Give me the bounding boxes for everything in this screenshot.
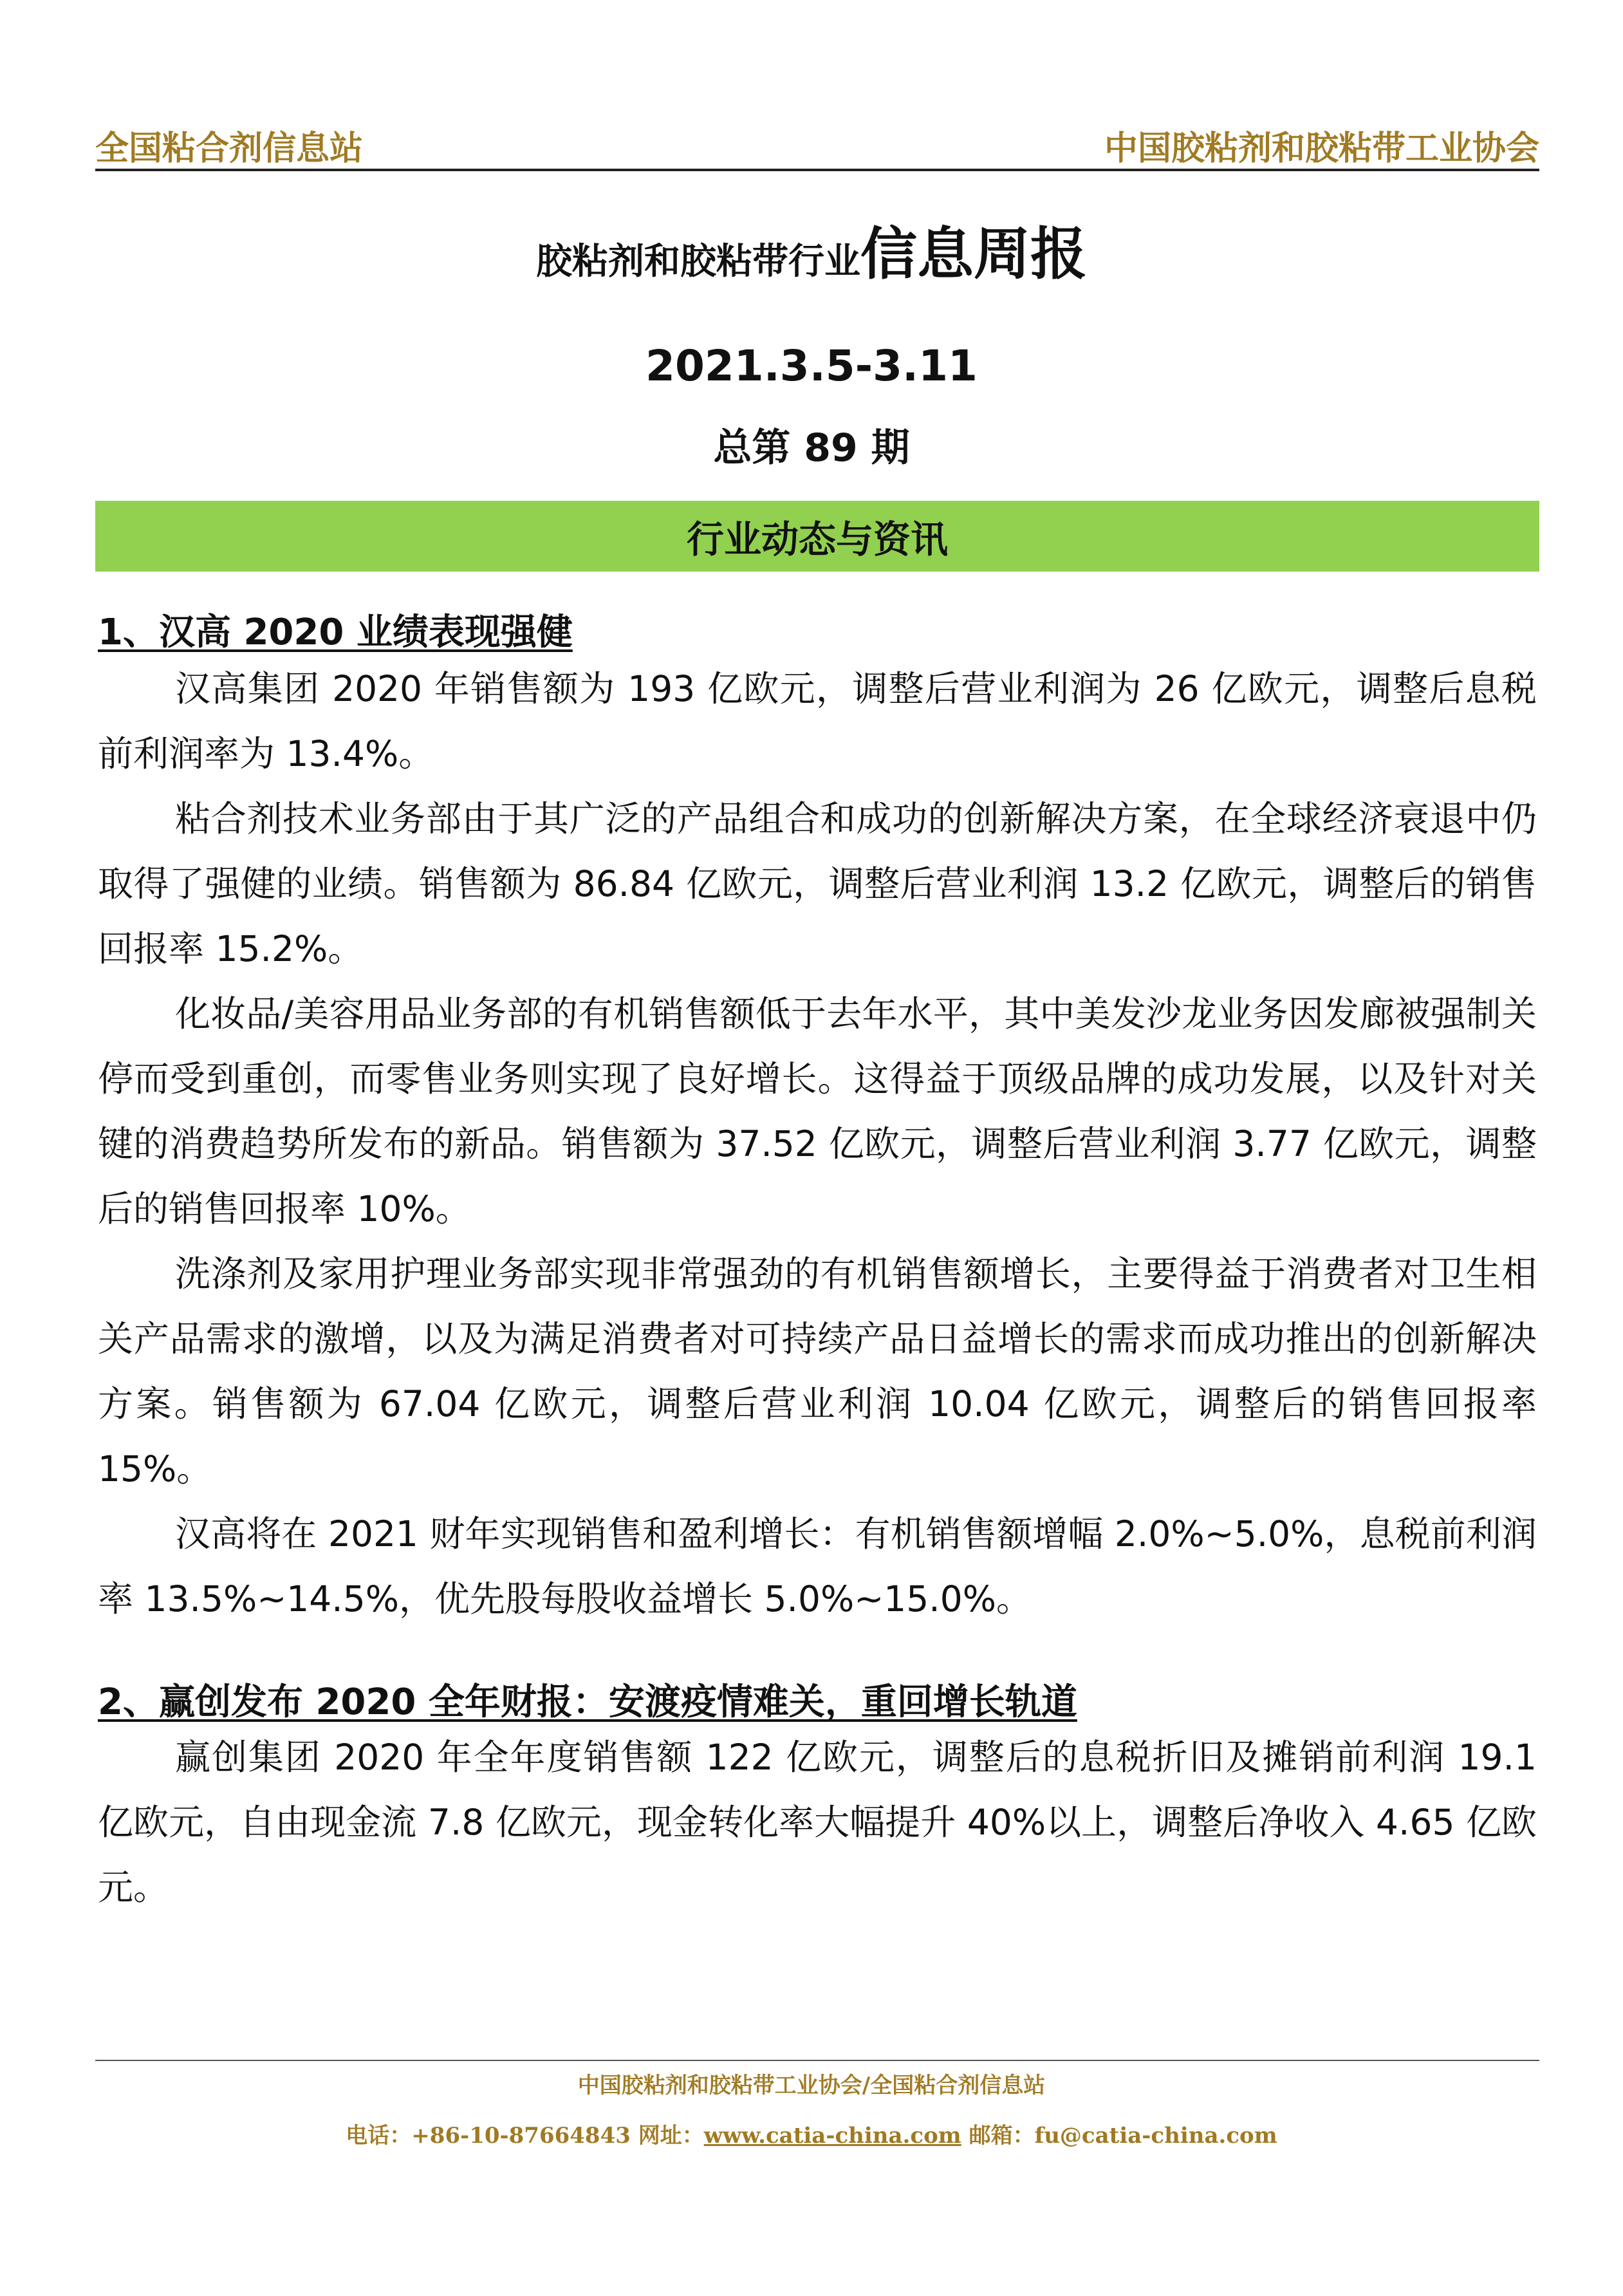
page-header [95, 116, 1539, 171]
section-1-paragraph-3: 化妆品/美容用品业务部的有机销售额低于去年水平，其中美发沙龙业务因发廊被强制关停而受到重创，而零售业务则实现了良好增长。这得益于顶级品牌的成功发展，以及针对关键的消费趋势所发布的新品。销售额为 37.52 亿欧元，调整后营业利润 3.77 亿欧元，调整后的销售回报率 10%。 [98, 993, 1537, 1229]
footer-phone: 电话：+86-10-87664843 网址： [346, 2123, 704, 2149]
section-1-title [98, 604, 573, 655]
section-2-paragraph-1: 赢创集团 2020 年全年度销售额 122 亿欧元，调整后的息税折旧及摊销前利润 19.1 亿欧元，自由现金流 7.8 亿欧元，现金转化率大幅提升 40%以上，调整后净收入 4.65 亿欧元。 [98, 1737, 1537, 1908]
header-left-site-name: 全国粘合剂信息站 [95, 129, 364, 168]
section-2-title [98, 1674, 1077, 1725]
section-2-title-text: 2、赢创发布 2020 全年财报：安渡疫情难关，重回增长轨道 [98, 1681, 1077, 1723]
footer-divider [95, 2060, 1539, 2061]
section-1-paragraph-2: 粘合剂技术业务部由于其广泛的产品组合和成功的创新解决方案，在全球经济衰退中仍取得了强健的业绩。销售额为 86.84 亿欧元，调整后营业利润 13.2 亿欧元，调整后的销售回报率 15.2%。 [98, 798, 1537, 969]
footer-organization: 中国胶粘剂和胶粘带工业协会/全国粘合剂信息站 [577, 2073, 1046, 2098]
report-title [0, 209, 1623, 290]
footer-website-link[interactable]: www.catia-china.com [703, 2123, 961, 2149]
section-1-paragraph-4: 洗涤剂及家用护理业务部实现非常强劲的有机销售额增长，主要得益于消费者对卫生相关产品需求的激增，以及为满足消费者对可持续产品日益增长的需求而成功推出的创新解决方案。销售额为 67.04 亿欧元，调整后营业利润 10.04 亿欧元，调整后的销售回报率 15%。 [98, 1253, 1537, 1489]
report-date: 2021.3.5-3.11 [645, 341, 978, 391]
header-right-association-name: 中国胶粘剂和胶粘带工业协会 [1104, 129, 1539, 168]
footer-email: 邮箱：fu@catia-china.com [961, 2123, 1277, 2149]
section-1-paragraph-1: 汉高集团 2020 年销售额为 193 亿欧元，调整后营业利润为 26 亿欧元，调整后息税前利润率为 13.4%。 [98, 668, 1537, 774]
section-banner: 行业动态与资讯 [95, 501, 1539, 572]
section-1-paragraph-5: 汉高将在 2021 财年实现销售和盈利增长：有机销售额增幅 2.0%~5.0%，息税前利润率 13.5%~14.5%，优先股每股收益增长 5.0%~15.0%。 [98, 1513, 1537, 1619]
issue-number: 总第 89 期 [713, 425, 910, 471]
report-title-main: 信息周报 [860, 221, 1087, 287]
footer-contact [0, 2118, 1623, 2149]
report-title-prefix: 胶粘剂和胶粘带行业 [535, 241, 860, 283]
section-1-title-text: 1、汉高 2020 业绩表现强健 [98, 611, 573, 653]
